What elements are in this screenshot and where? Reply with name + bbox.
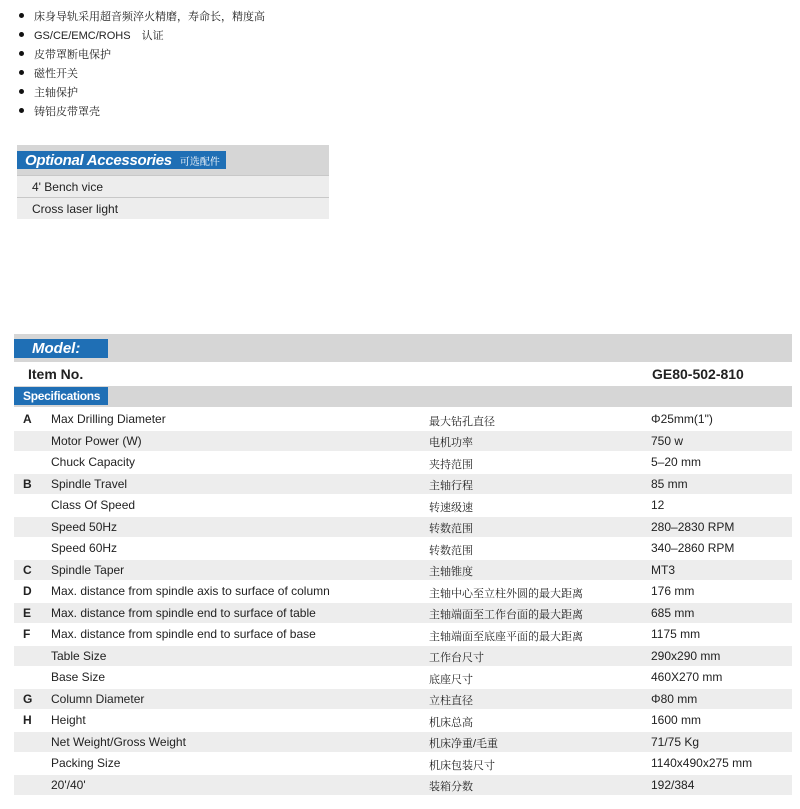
spec-row	[14, 603, 792, 625]
spec-name-en: Net Weight/Gross Weight	[51, 734, 186, 749]
model-header	[14, 334, 792, 362]
spec-row	[14, 452, 792, 474]
spec-name-cn: 立柱直径	[429, 695, 473, 708]
spec-name-cn: 工作台尺寸	[429, 652, 484, 665]
spec-name-en: Max Drilling Diameter	[51, 412, 166, 427]
spec-code: B	[23, 476, 32, 491]
feature-text: 磁性开关	[34, 67, 78, 80]
specifications-header	[14, 386, 792, 407]
spec-code: C	[23, 562, 32, 577]
spec-value: 1140x490x275 mm	[651, 756, 753, 771]
spec-value: Φ25mm(1")	[651, 412, 713, 427]
spec-code: G	[23, 691, 33, 706]
spec-name-cn: 主轴锥度	[429, 566, 473, 579]
spec-row	[14, 667, 792, 689]
optional-accessories-tag	[17, 151, 226, 169]
spec-value: 1600 mm	[651, 713, 702, 728]
optional-accessories-title: Optional Accessories	[25, 151, 172, 169]
spec-value: 12	[651, 498, 665, 513]
feature-list	[14, 6, 265, 120]
model-label: Model:	[14, 339, 108, 358]
spec-value: 5–20 mm	[651, 455, 702, 470]
optional-accessories-title-cn: 可选配件	[179, 156, 220, 168]
feature-item	[14, 25, 265, 44]
spec-row	[14, 753, 792, 775]
spec-name-cn: 主轴端面至底座平面的最大距离	[429, 630, 583, 643]
bullet-icon	[19, 108, 24, 113]
accessory-item: 4' Bench vice	[17, 175, 329, 197]
spec-name-cn: 主轴行程	[429, 480, 473, 493]
spec-row	[14, 409, 792, 431]
spec-name-en: Max. distance from spindle end to surface of table	[51, 605, 316, 620]
spec-name-cn: 转数范围	[429, 544, 473, 557]
specifications-table	[14, 409, 792, 796]
spec-name-en: Max. distance from spindle axis to surface of column	[51, 584, 330, 599]
spec-value: 290x290 mm	[651, 648, 721, 663]
item-number-value: GE80-502-810	[652, 366, 744, 382]
bullet-icon	[19, 32, 24, 37]
spec-row	[14, 495, 792, 517]
feature-item	[14, 101, 265, 120]
spec-name-en: Column Diameter	[51, 691, 145, 706]
spec-row	[14, 689, 792, 711]
spec-name-en: Packing Size	[51, 756, 121, 771]
spec-name-en: Max. distance from spindle end to surface of base	[51, 627, 316, 642]
spec-name-cn: 底座尺寸	[429, 673, 473, 686]
accessory-item: Cross laser light	[17, 197, 329, 219]
spec-row	[14, 732, 792, 754]
spec-row	[14, 517, 792, 539]
spec-name-cn: 机床净重/毛重	[429, 738, 499, 751]
spec-value: 460X270 mm	[651, 670, 723, 685]
spec-value: 85 mm	[651, 476, 688, 491]
spec-name-cn: 转速级速	[429, 501, 473, 514]
spec-name-en: Class Of Speed	[51, 498, 136, 513]
spec-value: Φ80 mm	[651, 691, 698, 706]
spec-code: H	[23, 713, 32, 728]
feature-item	[14, 6, 265, 25]
spec-value: 280–2830 RPM	[651, 519, 735, 534]
spec-code: F	[23, 627, 31, 642]
spec-row	[14, 538, 792, 560]
spec-name-en: Spindle Travel	[51, 476, 128, 491]
feature-text: 床身导轨采用超音频淬火精磨，寿命长，精度高	[34, 10, 265, 23]
spec-name-cn: 转数范围	[429, 523, 473, 536]
feature-text: 皮带罩断电保护	[34, 48, 111, 61]
optional-accessories	[17, 145, 329, 219]
spec-name-cn: 机床总高	[429, 716, 473, 729]
bullet-icon	[19, 51, 24, 56]
spec-row	[14, 624, 792, 646]
spec-name-en: Motor Power (W)	[51, 433, 142, 448]
spec-name-en: Chuck Capacity	[51, 455, 136, 470]
feature-item	[14, 44, 265, 63]
spec-value: 685 mm	[651, 605, 695, 620]
feature-item	[14, 63, 265, 82]
spec-row	[14, 431, 792, 453]
spec-name-cn: 电机功率	[429, 437, 473, 450]
spec-name-en: Table Size	[51, 648, 107, 663]
feature-text: 铸铝皮带罩壳	[34, 105, 100, 118]
spec-name-cn: 机床包装尺寸	[429, 759, 495, 772]
spec-value: 176 mm	[651, 584, 695, 599]
optional-accessories-header	[17, 145, 329, 175]
item-number-row	[14, 364, 792, 386]
spec-name-en: Spindle Taper	[51, 562, 125, 577]
spec-name-cn: 最大钻孔直径	[429, 415, 495, 428]
spec-value: 71/75 Kg	[651, 734, 700, 749]
spec-code: A	[23, 412, 32, 427]
feature-text: GS/CE/EMC/ROHS 认证	[34, 29, 164, 42]
spec-code: D	[23, 584, 32, 599]
spec-value: 340–2860 RPM	[651, 541, 735, 556]
spec-name-en: 20'/40'	[51, 777, 86, 792]
bullet-icon	[19, 13, 24, 18]
spec-name-cn: 主轴端面至工作台面的最大距离	[429, 609, 583, 622]
bullet-icon	[19, 70, 24, 75]
spec-value: 1175 mm	[651, 627, 701, 642]
spec-row	[14, 581, 792, 603]
spec-name-cn: 装箱分数	[429, 781, 473, 794]
spec-row	[14, 560, 792, 582]
spec-name-cn: 夹持范围	[429, 458, 473, 471]
spec-name-cn: 主轴中心至立柱外圆的最大距离	[429, 587, 583, 600]
spec-code: E	[23, 605, 32, 620]
spec-name-en: Base Size	[51, 670, 106, 685]
spec-row	[14, 646, 792, 668]
spec-row	[14, 775, 792, 797]
specifications-label: Specifications	[14, 387, 108, 405]
spec-value: 750 w	[651, 433, 684, 448]
spec-name-en: Speed 50Hz	[51, 519, 118, 534]
feature-text: 主轴保护	[34, 86, 78, 99]
spec-name-en: Height	[51, 713, 86, 728]
spec-value: MT3	[651, 562, 675, 577]
bullet-icon	[19, 89, 24, 94]
spec-row	[14, 710, 792, 732]
feature-item	[14, 82, 265, 101]
spec-row	[14, 474, 792, 496]
spec-value: 192/384	[651, 777, 695, 792]
spec-name-en: Speed 60Hz	[51, 541, 118, 556]
item-number-label: Item No.	[28, 366, 84, 382]
